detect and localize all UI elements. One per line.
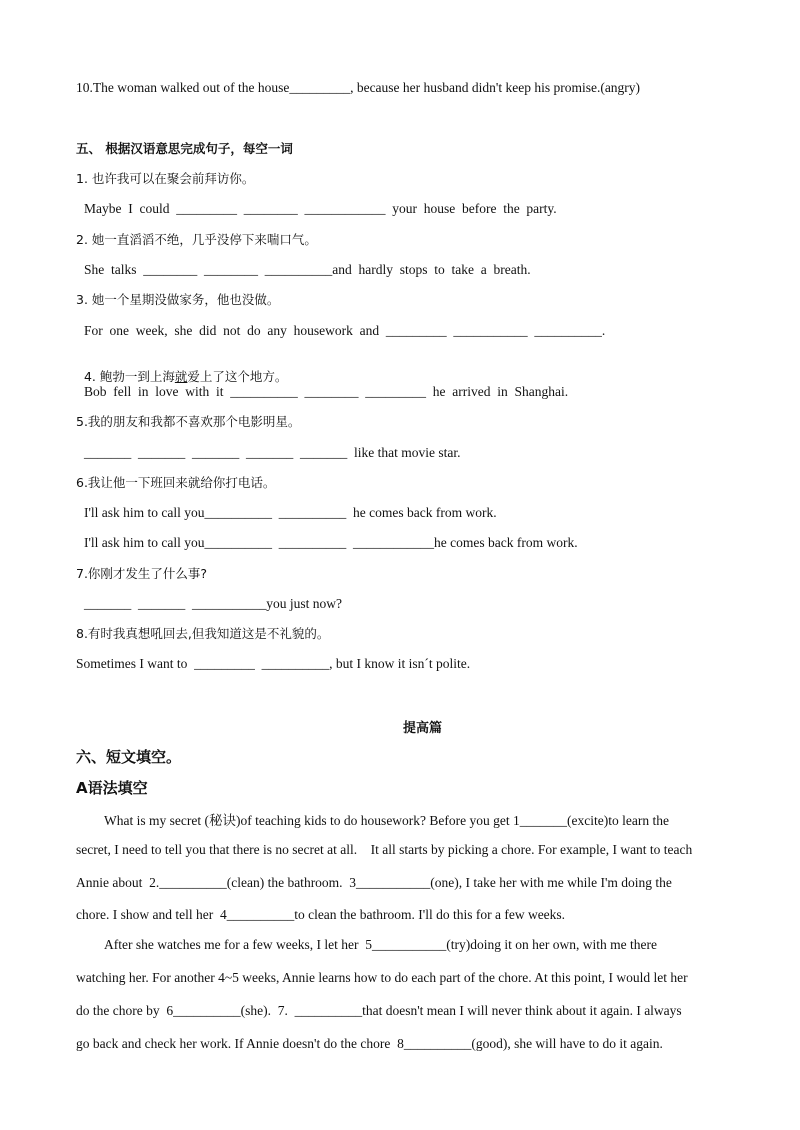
question-10: 10.The woman walked out of the house_________, because her husband didn't keep his promise.(angry) (76, 80, 641, 95)
passage-line-7: do the chore by 6__________(she). 7. __________that doesn't mean I will never think about it again. I always (76, 1003, 682, 1018)
sentence-7-chinese: 7.你刚才发生了什么事? (76, 566, 208, 581)
sentence-1-chinese: 1. 也许我可以在聚会前拜访你。 (76, 171, 255, 186)
passage-line-8: go back and check her work. If Annie doesn't do the chore 8__________(good), she will have to do it again. (76, 1036, 663, 1051)
section-5-title: 五、 根据汉语意思完成句子，每空一词 (76, 141, 293, 156)
sentence-4-chinese-part-b: 爱上了这个地方。 (187, 369, 288, 384)
sentence-4-chinese (76, 353, 287, 385)
sentence-8-english: Sometimes I want to _________ __________, but I know it isn´t polite. (76, 656, 471, 671)
section-6-title: 六、短文填空。 (76, 748, 182, 766)
passage-line-5: After she watches me for a few weeks, I let her 5___________(try)doing it on her own, with me there (104, 937, 657, 952)
sentence-6-english-1: I'll ask him to call you__________ __________ he comes back from work. (84, 505, 497, 520)
sentence-4-english: Bob fell in love with it __________ ________ _________ he arrived in Shanghai. (84, 384, 569, 399)
sentence-4-chinese-part-a: 4. 鲍勃一到上海 (83, 369, 175, 384)
sentence-2-chinese: 2. 她一直滔滔不绝，几乎没停下来喘口气。 (76, 232, 317, 247)
sentence-4-chinese-underlined: 就 (174, 369, 188, 384)
passage-line-2: secret, I need to tell you that there is no secret at all. It all starts by picking a chore. For example, I want to teach (76, 842, 693, 857)
sentence-6-chinese: 6.我让他一下班回来就给你打电话。 (76, 475, 276, 490)
sentence-3-chinese: 3. 她一个星期没做家务，他也没做。 (76, 292, 280, 307)
sentence-5-chinese: 5.我的朋友和我都不喜欢那个电影明星。 (76, 414, 301, 429)
sentence-8-chinese: 8.有时我真想吼回去,但我知道这是不礼貌的。 (76, 626, 330, 641)
passage-line-1: What is my secret (秘诀)of teaching kids to do housework? Before you get 1_______(excite)to learn the (104, 813, 669, 828)
sentence-7-english: _______ _______ ___________you just now? (84, 596, 342, 611)
sentence-3-english: For one week, she did not do any housework and _________ ___________ __________. (84, 323, 606, 338)
passage-line-6: watching her. For another 4~5 weeks, Annie learns how to do each part of the chore. At this point, I would let her (76, 970, 688, 985)
section-a-title: A语法填空 (76, 779, 148, 797)
advanced-section-title: 提高篇 (402, 721, 442, 736)
sentence-5-english: _______ _______ _______ _______ _______ like that movie star. (84, 445, 461, 460)
sentence-1-english: Maybe I could _________ ________ ____________ your house before the party. (84, 201, 557, 216)
passage-line-3: Annie about 2.__________(clean) the bathroom. 3___________(one), I take her with me while I'm doing the (76, 875, 672, 890)
passage-line-4: chore. I show and tell her 4__________to clean the bathroom. I'll do this for a few weeks. (76, 907, 566, 922)
sentence-6-english-2: I'll ask him to call you__________ __________ ____________he comes back from work. (84, 535, 578, 550)
sentence-2-english: She talks ________ ________ __________and hardly stops to take a breath. (84, 262, 531, 277)
